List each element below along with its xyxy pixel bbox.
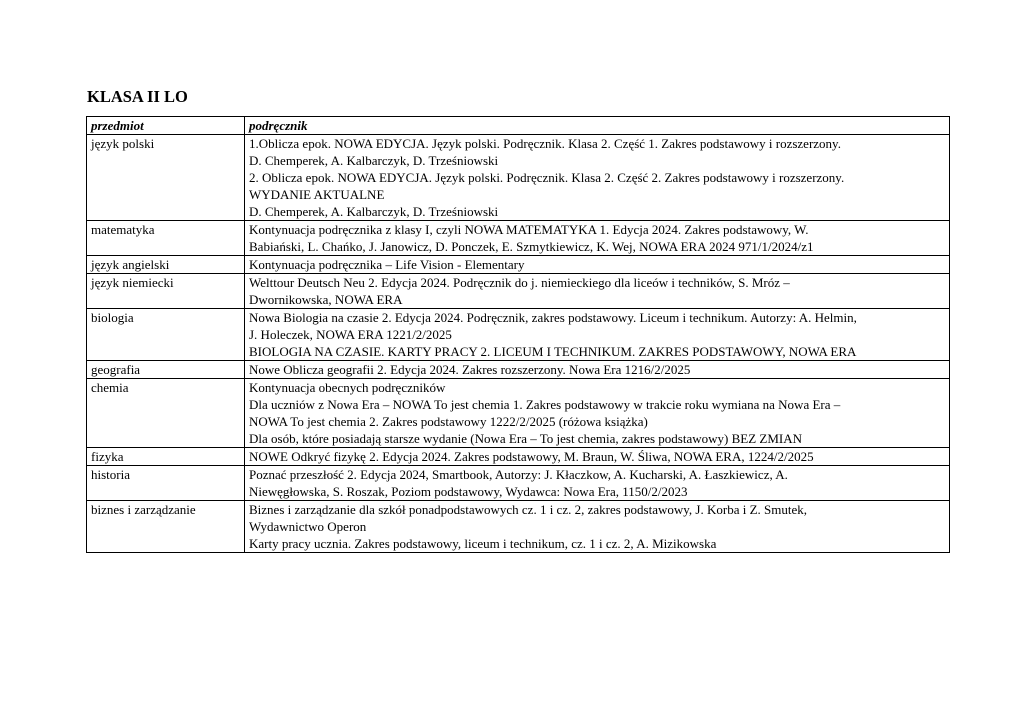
- textbook-cell: [245, 274, 950, 309]
- textbook-cell: [245, 466, 950, 501]
- page-title: KLASA II LO: [87, 87, 188, 106]
- subject-cell: chemia: [87, 379, 245, 448]
- subject-cell: matematyka: [87, 221, 245, 256]
- table-row: [87, 448, 950, 466]
- table-row: [87, 309, 950, 361]
- textbook-line: Nowe Oblicza geografii 2. Edycja 2024. Zakres rozszerzony. Nowa Era 1216/2/2025: [249, 362, 691, 377]
- subject-cell: fizyka: [87, 448, 245, 466]
- subject-cell: geografia: [87, 361, 245, 379]
- subject-cell: język niemiecki: [87, 274, 245, 309]
- textbook-line: WYDANIE AKTUALNE: [249, 187, 385, 202]
- textbook-line: Dla uczniów z Nowa Era – NOWA To jest chemia 1. Zakres podstawowy w trakcie roku wymiana na Nowa Era –: [249, 397, 841, 412]
- table-row: [87, 274, 950, 309]
- subject-cell: historia: [87, 466, 245, 501]
- textbook-line: J. Holeczek, NOWA ERA 1221/2/2025: [249, 327, 452, 342]
- header-subject: przedmiot: [87, 117, 245, 135]
- textbook-line: Dwornikowska, NOWA ERA: [249, 292, 403, 307]
- textbook-line: Kontynuacja obecnych podręczników: [249, 380, 446, 395]
- table-row: [87, 501, 950, 553]
- subject-cell: język angielski: [87, 256, 245, 274]
- textbook-line: Poznać przeszłość 2. Edycja 2024, Smartbook, Autorzy: J. Kłaczkow, A. Kucharski, A. Łaszkiewicz, A.: [249, 467, 788, 482]
- textbook-line: BIOLOGIA NA CZASIE. KARTY PRACY 2. LICEUM I TECHNIKUM. ZAKRES PODSTAWOWY, NOWA ERA: [249, 344, 857, 359]
- header-textbook: podręcznik: [245, 117, 950, 135]
- subject-cell: biologia: [87, 309, 245, 361]
- textbook-cell: [245, 309, 950, 361]
- textbook-line: Karty pracy ucznia. Zakres podstawowy, liceum i technikum, cz. 1 i cz. 2, A. Mizikowska: [249, 536, 717, 551]
- subject-cell: biznes i zarządzanie: [87, 501, 245, 553]
- table-row: [87, 135, 950, 221]
- table-row: [87, 221, 950, 256]
- table-header-row: [87, 117, 950, 135]
- textbook-line: Biznes i zarządzanie dla szkół ponadpodstawowych cz. 1 i cz. 2, zakres podstawowy, J. Korba i Z. Smutek,: [249, 502, 807, 517]
- textbook-line: D. Chemperek, A. Kalbarczyk, D. Trześniowski: [249, 204, 499, 219]
- textbook-line: 1.Oblicza epok. NOWA EDYCJA. Język polski. Podręcznik. Klasa 2. Część 1. Zakres podstawowy i rozszerzony.: [249, 136, 841, 151]
- textbook-line: NOWE Odkryć fizykę 2. Edycja 2024. Zakres podstawowy, M. Braun, W. Śliwa, NOWA ERA, 1224/2/2025: [249, 449, 814, 464]
- table-row: [87, 379, 950, 448]
- table-row: [87, 361, 950, 379]
- textbook-line: Welttour Deutsch Neu 2. Edycja 2024. Podręcznik do j. niemieckiego dla liceów i techników, S. Mróz –: [249, 275, 790, 290]
- textbook-line: NOWA To jest chemia 2. Zakres podstawowy 1222/2/2025 (różowa książka): [249, 414, 648, 429]
- subject-cell: język polski: [87, 135, 245, 221]
- textbook-line: 2. Oblicza epok. NOWA EDYCJA. Język polski. Podręcznik. Klasa 2. Część 2. Zakres podstawowy i rozszerzony.: [249, 170, 845, 185]
- textbook-line: Nowa Biologia na czasie 2. Edycja 2024. Podręcznik, zakres podstawowy. Liceum i technikum. Autorzy: A. Helmin,: [249, 310, 857, 325]
- textbook-cell: [245, 379, 950, 448]
- textbook-line: Niewęgłowska, S. Roszak, Poziom podstawowy, Wydawca: Nowa Era, 1150/2/2023: [249, 484, 688, 499]
- textbook-line: Babiański, L. Chańko, J. Janowicz, D. Ponczek, E. Szmytkiewicz, K. Wej, NOWA ERA 2024 971/1/2024/z1: [249, 239, 814, 254]
- textbook-cell: [245, 361, 950, 379]
- textbook-cell: [245, 221, 950, 256]
- textbook-line: Wydawnictwo Operon: [249, 519, 367, 534]
- textbook-table: [86, 116, 950, 553]
- table-row: [87, 466, 950, 501]
- textbook-line: Kontynuacja podręcznika z klasy I, czyli NOWA MATEMATYKA 1. Edycja 2024. Zakres podstawowy, W.: [249, 222, 809, 237]
- textbook-cell: [245, 256, 950, 274]
- table-row: [87, 256, 950, 274]
- textbook-line: Dla osób, które posiadają starsze wydanie (Nowa Era – To jest chemia, zakres podstawowy) BEZ ZMIAN: [249, 431, 802, 446]
- textbook-line: D. Chemperek, A. Kalbarczyk, D. Trześniowski: [249, 153, 499, 168]
- textbook-cell: [245, 448, 950, 466]
- textbook-cell: [245, 135, 950, 221]
- textbook-line: Kontynuacja podręcznika – Life Vision - Elementary: [249, 257, 525, 272]
- textbook-cell: [245, 501, 950, 553]
